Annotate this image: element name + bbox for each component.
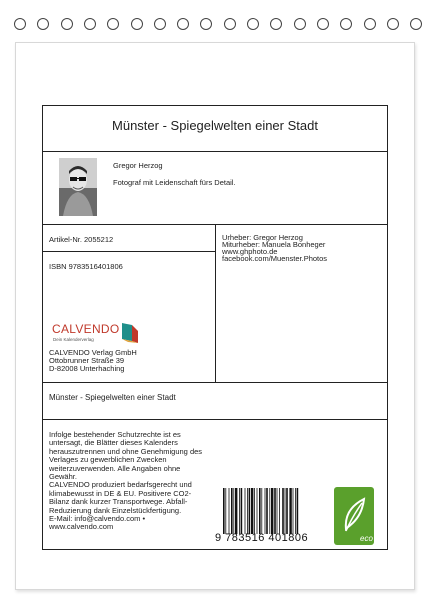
binding-ring [37, 18, 49, 30]
legal-line: herauszutrennen und ohne Genehmigung des [49, 446, 203, 456]
barcode-bar [254, 488, 255, 534]
barcode-bar [282, 488, 284, 534]
calvendo-logo-sub: Dein Kalenderverlag [53, 337, 94, 342]
article-number: Artikel-Nr. 2055212 [49, 235, 114, 244]
barcode-bar [245, 488, 246, 534]
binding-ring [247, 18, 259, 30]
barcode-bar [235, 488, 237, 534]
calvendo-logo-text: CALVENDO [52, 322, 120, 336]
barcode-bar [259, 488, 261, 534]
author-photo [59, 158, 97, 216]
barcode-bar [241, 488, 243, 534]
legal-line: Verlages zu gewerblichen Zwecken [49, 455, 167, 465]
binding-ring [154, 18, 166, 30]
barcode-bar [265, 488, 266, 534]
legal-line: CALVENDO produziert bedarfsgerecht und [49, 480, 192, 490]
publisher-name: CALVENDO Verlag GmbH [49, 348, 137, 357]
barcode-bar [289, 488, 291, 534]
binding-ring [84, 18, 96, 30]
barcode-bar [266, 488, 268, 534]
publisher-street: Ottobrunner Straße 39 [49, 356, 125, 365]
barcode-bar [269, 488, 270, 534]
barcode-bar [261, 488, 262, 534]
binding-ring [294, 18, 306, 30]
credit-urheber: Urheber: Gregor Herzog [222, 233, 303, 242]
barcode-bar [229, 488, 230, 534]
legal-line: Reduzierung dank Einzelstückfertigung. [49, 505, 182, 515]
barcode-bar [271, 488, 273, 534]
legal-notice [49, 431, 202, 532]
barcode-bar [247, 488, 248, 534]
legal-line: untersagt, die Blätter dieses Kalenders [49, 438, 178, 448]
barcode-bar [274, 488, 276, 534]
barcode-bar [279, 488, 280, 534]
barcode-bar [257, 488, 258, 534]
binding-ring [387, 18, 399, 30]
binding-ring [177, 18, 189, 30]
legal-line: weiterzuverwenden. Alle Angaben ohne [49, 463, 181, 473]
barcode-bar [233, 488, 234, 534]
legal-line: www.calvendo.com [49, 522, 114, 532]
barcode-bar [239, 488, 240, 534]
barcode-bar [277, 488, 278, 534]
binding-ring [364, 18, 376, 30]
publisher-city: D-82008 Unterhaching [49, 364, 125, 373]
credit-website: www.ghphoto.de [222, 247, 278, 256]
legal-line: Bilanz dank kurzer Transportwege. Abfall- [49, 497, 188, 507]
calendar-title: Münster - Spiegelwelten einer Stadt [112, 118, 318, 133]
legal-line: E-Mail: info@calvendo.com • [49, 514, 146, 524]
barcode-bar [231, 488, 233, 534]
info-frame [42, 105, 388, 550]
binding-ring [131, 18, 143, 30]
binding-ring [107, 18, 119, 30]
author-name: Gregor Herzog [113, 161, 163, 170]
barcode-bar [249, 488, 251, 534]
credit-miturheber: Miturheber: Manuela Bonheger [222, 240, 326, 249]
binding-ring [410, 18, 422, 30]
legal-line: Gewähr. [49, 472, 77, 482]
barcode-bar [223, 488, 225, 534]
binding-ring [61, 18, 73, 30]
binding-ring [14, 18, 26, 30]
author-tagline: Fotograf mit Leidenschaft fürs Detail. [113, 178, 236, 187]
barcode-bar [286, 488, 288, 534]
calvendo-logo [52, 321, 142, 350]
barcode-bar [225, 488, 226, 534]
barcode-digits: 9 783516 401806 [215, 532, 309, 544]
isbn: ISBN 9783516401806 [49, 262, 123, 271]
barcode-bar [251, 488, 253, 534]
binding-rings [0, 18, 431, 40]
binding-ring [200, 18, 212, 30]
subtitle: Münster - Spiegelwelten einer Stadt [49, 393, 176, 402]
barcode-bar [297, 488, 299, 534]
eco-badge [334, 487, 374, 545]
binding-ring [317, 18, 329, 30]
legal-line: klimabewusst in DE & EU. Positivere CO2- [49, 488, 192, 498]
barcode-bar [285, 488, 286, 534]
barcode-bar [293, 488, 294, 534]
eco-label: eco [360, 534, 373, 543]
binding-ring [270, 18, 282, 30]
legal-line: Infolge bestehender Schutzrechte ist es [49, 430, 181, 439]
binding-ring [224, 18, 236, 30]
barcode-bar [295, 488, 296, 534]
binding-ring [340, 18, 352, 30]
isbn-barcode [223, 488, 323, 534]
credit-facebook: facebook.com/Muenster.Photos [222, 254, 328, 263]
